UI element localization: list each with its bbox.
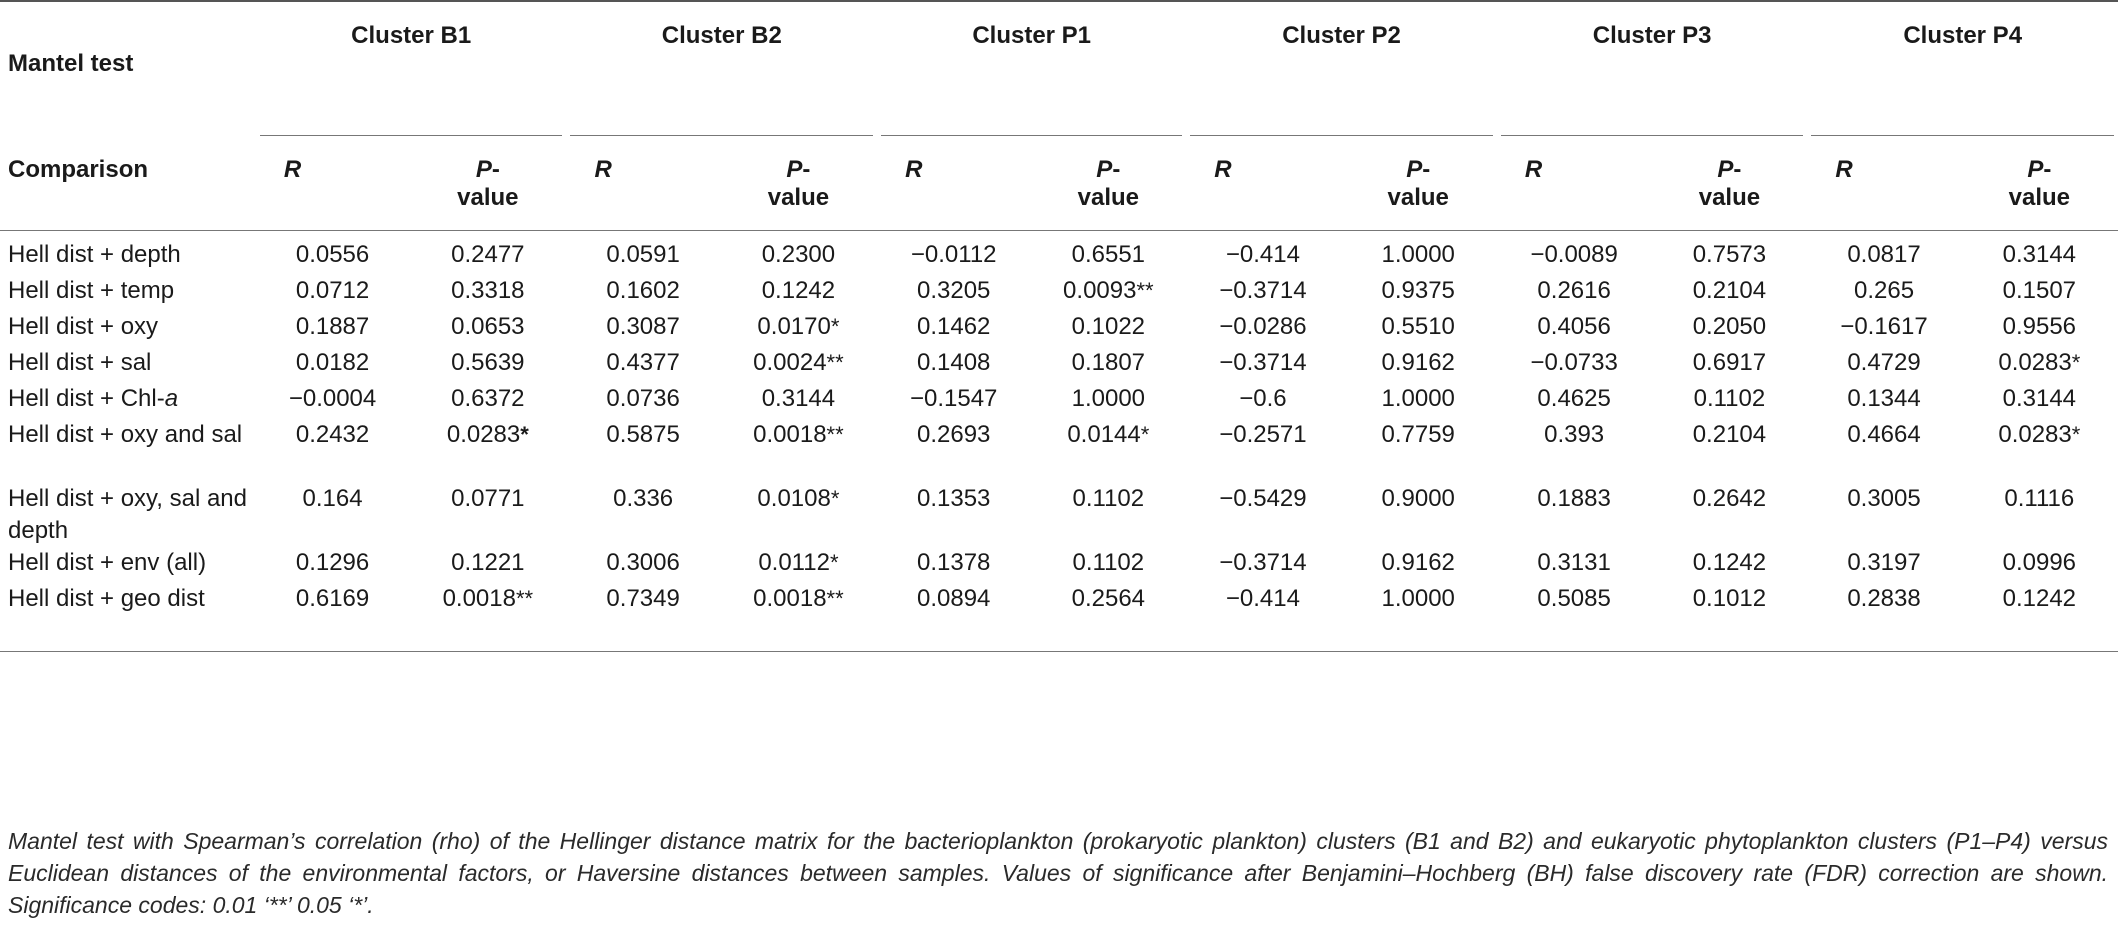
p-value-cell: 0.6551	[1071, 241, 1146, 268]
p-value-cell: 0.1102	[1693, 385, 1766, 412]
header-row-stats	[0, 136, 2118, 231]
p-value-cell: 0.0170*	[757, 313, 840, 340]
comparison-cell: Hell dist + Chl-a	[8, 385, 179, 412]
r-value-cell: 0.3197	[1847, 549, 1921, 576]
p-value-column-header: P- value	[1961, 136, 2118, 231]
r-value-cell: 0.3087	[606, 313, 680, 340]
p-value-cell: 0.2300	[761, 241, 836, 268]
p-value-cell: 0.0771	[451, 485, 525, 512]
p-value-cell: 0.9556	[2002, 313, 2077, 340]
p-value-cell: 0.1116	[2004, 485, 2075, 512]
r-value-cell: 0.0736	[606, 385, 680, 412]
p-value-cell: 0.2564	[1030, 583, 1186, 652]
comparison-cell: Hell dist + temp	[8, 277, 175, 304]
r-value-cell: 0.0556	[295, 241, 370, 268]
r-value-cell: 0.1296	[295, 549, 370, 576]
r-column-header: R	[1186, 136, 1339, 231]
cluster-header: Cluster P4	[1807, 1, 2118, 136]
p-value-column-header: P- value	[1651, 136, 1807, 231]
r-value-cell: 0.3006	[606, 549, 680, 576]
p-value-cell: 0.1242	[1692, 549, 1767, 576]
r-value-cell: 0.3005	[1847, 485, 1921, 512]
p-value-cell: 0.1242	[1961, 583, 2118, 652]
r-value-cell: −0.3714	[1219, 549, 1307, 576]
p-value-cell: 1.0000	[1381, 241, 1455, 268]
p-value-cell: 0.1102	[1072, 485, 1145, 512]
p-value-cell: 0.0283*	[446, 421, 529, 448]
p-value-cell: 0.9162	[1381, 349, 1455, 376]
r-value-cell: 0.1883	[1537, 485, 1611, 512]
p-value-cell: 0.3144	[2002, 241, 2077, 268]
r-value-cell: 0.3205	[917, 277, 991, 304]
p-value-cell: 0.2050	[1692, 313, 1767, 340]
r-value-cell: 0.1602	[606, 277, 680, 304]
table-row	[0, 583, 2118, 652]
comparison-cell: Hell dist + oxy	[8, 313, 159, 340]
p-value-cell: 0.2104	[1692, 421, 1767, 448]
r-value-cell: −0.6	[1239, 385, 1287, 412]
r-value-cell: 0.4377	[606, 349, 680, 376]
p-value-cell: 0.7759	[1381, 421, 1455, 448]
p-value-cell: 1.0000	[1340, 583, 1497, 652]
table-row	[0, 547, 2118, 583]
r-value-cell: −0.5429	[1219, 485, 1307, 512]
header-row-clusters	[0, 1, 2118, 136]
table-row	[0, 347, 2118, 383]
r-value-cell: 0.1408	[917, 349, 991, 376]
r-value-cell: 0.1462	[917, 313, 991, 340]
comparison-cell: Hell dist + oxy, sal and depth	[8, 485, 248, 544]
r-value-cell: 0.393	[1544, 421, 1605, 448]
p-value-cell: 0.5510	[1381, 313, 1455, 340]
p-value-cell: 1.0000	[1381, 385, 1455, 412]
r-value-cell: 0.4056	[1537, 313, 1611, 340]
comparison-cell: Hell dist + depth	[8, 241, 181, 268]
r-value-cell: 0.1887	[295, 313, 370, 340]
comparison-cell: Hell dist + oxy and sal	[8, 421, 243, 448]
r-value-cell: −0.2571	[1219, 421, 1307, 448]
comparison-cell: Hell dist + sal	[8, 349, 152, 376]
p-value-column-header: P- value	[1340, 136, 1497, 231]
r-value-cell: 0.5875	[606, 421, 680, 448]
r-column-header: R	[1497, 136, 1652, 231]
r-column-header: R	[256, 136, 409, 231]
p-value-cell: 0.7573	[1692, 241, 1767, 268]
r-value-cell: 0.0591	[606, 241, 680, 268]
r-value-cell: 0.2693	[917, 421, 991, 448]
cluster-header: Cluster P3	[1497, 1, 1808, 136]
table-row	[0, 483, 2118, 547]
p-value-cell: 0.3144	[2002, 385, 2077, 412]
comparison-cell: Hell dist + geo dist	[0, 583, 256, 652]
r-value-cell: −0.3714	[1219, 349, 1307, 376]
p-value-cell: 0.1221	[451, 549, 525, 576]
p-value-cell: 0.6372	[451, 385, 525, 412]
r-value-cell: 0.5085	[1497, 583, 1652, 652]
p-value-cell: 0.1807	[1071, 349, 1146, 376]
r-value-cell: 0.1344	[1847, 385, 1921, 412]
r-value-cell: 0.4729	[1847, 349, 1921, 376]
table-caption: Mantel test with Spearman’s correlation (rho) of the Hellinger distance matrix for the bacterioplankton (prokaryotic plankton) clusters (B1 and B2) and eukaryotic phytoplankton clusters (P1–P4) versus Euclidean distances of the environmental factors, or Haversine distances between samples. Values of significance after Benjamini–Hochberg (BH) false discovery rate (FDR) correction are shown. Significance codes: 0.01 ‘**’ 0.05 ‘*’.	[8, 828, 2108, 918]
p-value-cell: 0.0653	[451, 313, 525, 340]
p-value-cell: 0.2477	[451, 241, 525, 268]
r-value-cell: 0.336	[613, 485, 674, 512]
r-value-cell: 0.2616	[1537, 277, 1611, 304]
r-value-cell: −0.0004	[288, 385, 377, 412]
p-value-cell: 0.9000	[1381, 485, 1455, 512]
r-value-cell: 0.0894	[877, 583, 1030, 652]
cluster-header: Cluster P2	[1186, 1, 1497, 136]
r-value-cell: 0.3131	[1537, 549, 1611, 576]
p-value-cell: 0.0996	[2002, 549, 2077, 576]
table-row	[0, 419, 2118, 483]
p-value-cell: 0.9162	[1381, 549, 1455, 576]
table-body	[0, 231, 2118, 652]
p-value-cell: 1.0000	[1071, 385, 1146, 412]
p-value-cell: 0.2642	[1692, 485, 1767, 512]
p-value-column-header: P- value	[720, 136, 877, 231]
r-value-cell: 0.2838	[1807, 583, 1960, 652]
r-column-header: R	[1807, 136, 1960, 231]
r-column-header: R	[566, 136, 719, 231]
p-value-cell: 0.0024**	[753, 349, 844, 376]
p-value-cell: 0.2104	[1692, 277, 1767, 304]
r-value-cell: 0.0182	[295, 349, 370, 376]
r-value-cell: 0.1378	[917, 549, 991, 576]
p-value-cell: 0.0018**	[409, 583, 566, 652]
r-value-cell: 0.265	[1853, 277, 1915, 304]
p-value-cell: 0.1102	[1072, 549, 1145, 576]
table-row	[0, 275, 2118, 311]
table-row	[0, 231, 2118, 276]
comparison-cell: Hell dist + env (all)	[8, 549, 207, 576]
p-value-cell: 0.0093**	[1063, 277, 1154, 304]
p-value-cell: 0.1242	[761, 277, 836, 304]
r-value-cell: 0.4664	[1847, 421, 1921, 448]
table-row	[0, 311, 2118, 347]
p-value-column-header: P- value	[1030, 136, 1186, 231]
p-value-cell: 0.0112*	[758, 549, 839, 576]
r-value-cell: −0.1617	[1840, 313, 1928, 340]
p-value-cell: 0.0018**	[753, 421, 844, 448]
r-value-cell: 0.164	[302, 485, 363, 512]
p-value-cell: 0.0283*	[1998, 349, 2081, 376]
p-value-cell: 0.9375	[1381, 277, 1455, 304]
p-value-cell: 0.0108*	[757, 485, 840, 512]
r-value-cell: −0.414	[1225, 241, 1300, 268]
r-column-header: R	[877, 136, 1030, 231]
r-value-cell: 0.0712	[295, 277, 370, 304]
r-value-cell: −0.0112	[910, 241, 997, 268]
r-value-cell: 0.7349	[566, 583, 719, 652]
p-value-cell: 0.3318	[451, 277, 525, 304]
p-value-column-header: P- value	[409, 136, 566, 231]
r-value-cell: −0.0089	[1530, 241, 1618, 268]
r-value-cell: 0.0817	[1847, 241, 1921, 268]
p-value-cell: 0.1012	[1651, 583, 1807, 652]
r-value-cell: −0.0286	[1219, 313, 1307, 340]
r-value-cell: −0.414	[1186, 583, 1339, 652]
cluster-header: Cluster P1	[877, 1, 1186, 136]
r-value-cell: −0.3714	[1219, 277, 1307, 304]
cluster-header: Cluster B1	[256, 1, 567, 136]
cluster-header: Cluster B2	[566, 1, 877, 136]
p-value-cell: 0.3144	[761, 385, 836, 412]
r-value-cell: −0.1547	[909, 385, 998, 412]
p-value-cell: 0.0018**	[720, 583, 877, 652]
r-value-cell: 0.4625	[1537, 385, 1611, 412]
r-value-cell: 0.6169	[256, 583, 409, 652]
table-row	[0, 383, 2118, 419]
r-value-cell: −0.0733	[1530, 349, 1618, 376]
comparison-header: Comparison	[0, 136, 256, 231]
p-value-cell: 0.5639	[451, 349, 525, 376]
r-value-cell: 0.2432	[295, 421, 370, 448]
p-value-cell: 0.0283*	[1998, 421, 2081, 448]
p-value-cell: 0.1507	[2002, 277, 2077, 304]
p-value-cell: 0.0144*	[1067, 421, 1150, 448]
p-value-cell: 0.1022	[1071, 313, 1146, 340]
corner-label: Mantel test	[8, 50, 134, 77]
r-value-cell: 0.1353	[917, 485, 991, 512]
p-value-cell: 0.6917	[1692, 349, 1767, 376]
